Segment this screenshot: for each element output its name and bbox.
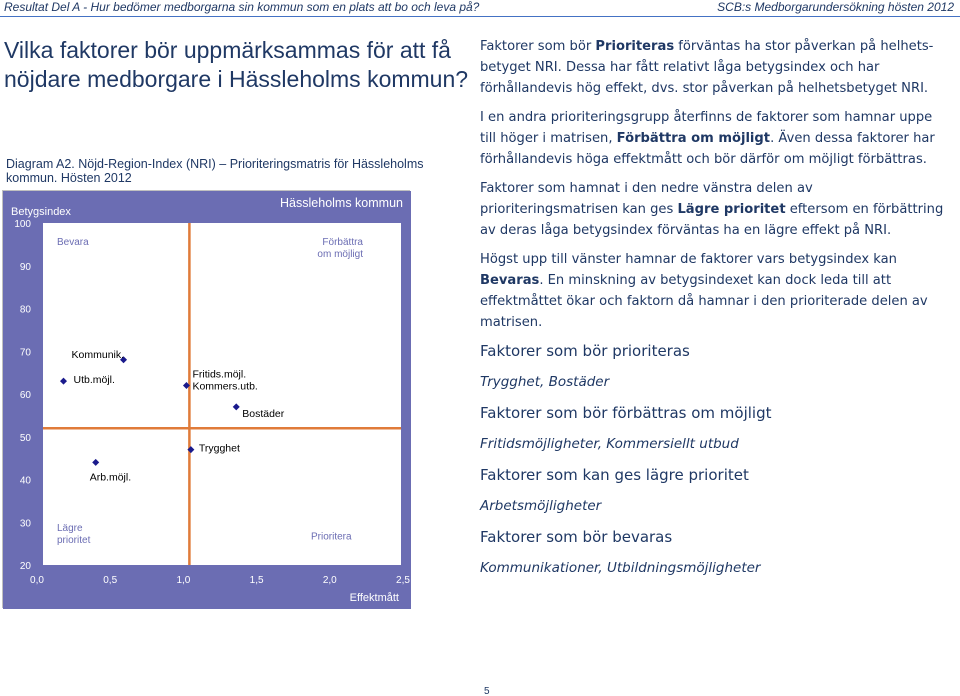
data-point-label: Kommunik. [71,348,125,361]
page-header [0,0,960,16]
category-items-prioriteras: Trygghet, Bostäder [480,374,610,390]
quadrant-label-forbattra: Förbättra [322,237,363,248]
header-right-text: SCB:s Medborgarundersökning hösten 2012 [717,0,954,14]
y-tick-label: 40 [19,475,31,487]
category-heading-prioriteras: Faktorer som bör prioriteras [480,342,690,360]
page-title: Vilka faktorer bör uppmärksammas för att få nöjdare medborgare i Hässleholms kommun? [4,37,469,92]
chart-caption: Diagram A2. Nöjd-Region-Index (NRI) – Prioriteringsmatris för Hässleholms kommun. Hösten 2012 [6,157,424,185]
y-tick-label: 100 [14,219,31,230]
quadrant-label-forbattra-2: om möjligt [317,249,363,260]
chart-title: Hässleholms kommun [280,196,403,210]
data-point-label: Fritids.möjl. [192,368,247,381]
y-axis-label: Betygsindex [11,206,71,218]
x-tick-label: 2,0 [322,575,337,586]
quadrant-label-prioritera: Prioritera [311,531,352,543]
y-tick-label: 20 [19,561,31,572]
paragraph-lagre-prioritet [480,178,950,241]
p4-text-b: Bevaras [480,273,540,288]
category-heading-lagre: Faktorer som kan ges lägre prioritet [480,466,749,484]
x-axis-label: Effektmått [349,592,399,604]
p1-text-c: förväntas ha stor påverkan på helhets-betyget NRI. Dessa har fått relativt låga betygsindex och har förhållandevis hög effekt, dvs. stor påverkan på helhetsbetyget NRI. [480,39,934,96]
y-tick-label: 90 [19,261,31,273]
category-heading-bevaras: Faktorer som bör bevaras [480,528,673,546]
x-tick-label: 1,0 [176,575,191,586]
quadrant-label-lagre: Lägre [57,522,83,534]
priority-matrix-chart [3,191,411,609]
p3-text-c: eftersom en förbättring av deras låga betygsindex förväntas ha en lägre effekt på NRI. [480,202,944,238]
p4-text-c: . En minskning av betygsindexet kan dock leda till att effektmåttet ökar och faktorn då hamnar i den prioriterade delen av matrisen. [480,273,928,330]
data-point-label: Kommers.utb. [192,380,258,393]
paragraph-bevara [480,249,950,333]
x-tick-label: 2,5 [396,575,410,586]
page-number: 5 [484,686,490,696]
category-items-bevaras: Kommunikationer, Utbildningsmöjligheter [480,560,761,576]
plot-area [43,223,401,565]
y-tick-label: 50 [19,432,31,444]
y-tick-label: 30 [19,518,31,530]
p2-text-b: Förbättra om möjligt [616,131,771,146]
y-tick-label: 70 [19,347,31,359]
p4-text-a: Högst upp till vänster hamnar de faktorer vars betygsindex kan [480,252,897,267]
category-items-lagre: Arbetsmöjligheter [480,498,602,514]
p1-text-b: Prioriteras [595,39,675,54]
data-point-label: Utb.möjl. [73,374,115,387]
category-items-forbattras: Fritidsmöjligheter, Kommersiellt utbud [480,436,739,452]
paragraph-forbattra [480,107,950,170]
paragraph-prioritera [480,36,950,99]
quadrant-label-lagre-2: prioritet [57,534,91,546]
y-tick-label: 80 [19,304,31,316]
y-tick-label: 60 [19,390,31,401]
data-point-label: Trygghet [198,442,240,455]
p1-text-a: Faktorer som bör [480,39,596,54]
x-tick-label: 0,0 [30,575,44,586]
x-tick-label: 0,5 [103,575,118,586]
explanation-panel [480,36,950,589]
header-left-text: Resultat Del A - Hur bedömer medborgarna sin kommun som en plats att bo och leva på? [4,0,480,14]
category-heading-forbattras: Faktorer som bör förbättras om möjligt [480,404,772,422]
x-tick-label: 1,5 [249,575,264,586]
p3-text-a: Faktorer som hamnat i den nedre vänstra delen av prioriteringsmatrisen kan ges [480,181,813,217]
p2-text-a: I en andra prioriteringsgrupp återfinns de faktorer som hamnar uppe till höger i matrisen, [480,110,933,146]
data-point-label: Arb.möjl. [89,471,132,484]
data-point-label: Bostäder [242,407,285,420]
header-divider [0,16,960,17]
p2-text-c: . Även dessa faktorer har förhållandevis höga effektmått och bör därför om möjligt förbättras. [480,131,935,167]
chart-frame [2,190,410,608]
quadrant-label-bevara: Bevara [57,237,89,248]
p3-text-b: Lägre prioritet [677,202,786,217]
